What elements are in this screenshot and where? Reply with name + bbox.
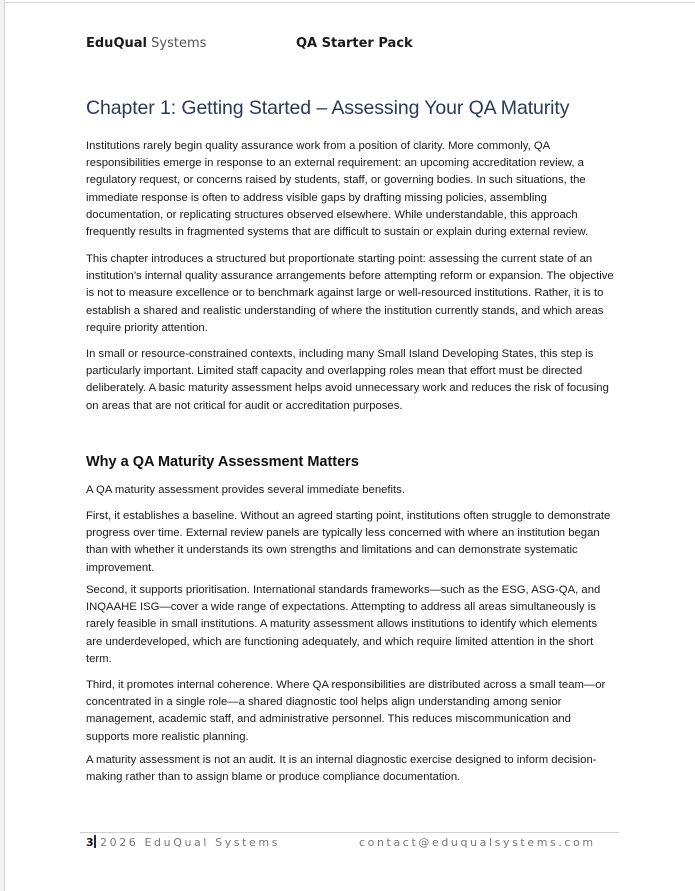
footer-separator-bar [94,835,96,848]
paragraph-text: A maturity assessment is not an audit. It is an internal diagnostic exercise designed to inform decision-making rather than to assign blame or produce compliance documentation. [86,754,597,784]
page-number: 3 [86,836,94,849]
footer-divider [80,832,619,833]
brand-name-light: Systems [151,36,207,51]
page-top-border [4,2,695,3]
chapter-paragraph-2 [86,251,616,337]
document-title: QA Starter Pack [296,36,413,51]
chapter-paragraph-3 [86,346,616,415]
brand-logo [86,36,206,51]
page-header [86,36,586,54]
paragraph-text: First, it establishes a baseline. Without an agreed starting point, institutions often struggle to demonstrate progress over time. External review panels are typically less concerned with where an institution began than with whether it understands its own strengths and limitations and can demonstrate systematic improvement. [86,510,611,574]
paragraph-text: This chapter introduces a structured but proportionate starting point: assessing the current state of an institution’s internal quality assurance arrangements before attempting reform or expansion. The objective is not to measure excellence or to benchmark against large or well-resourced institutions. Rather, it is to establish a shared and realistic understanding of where the institution currently stands, and which areas require priority attention. [86,253,614,334]
section-paragraph-1 [86,482,616,499]
section-paragraph-2 [86,508,616,577]
page-left-margin [0,0,5,891]
section-heading: Why a QA Maturity Assessment Matters [86,454,359,470]
paragraph-text: Second, it supports prioritisation. International standards frameworks—such as the ESG, ASG-QA, and INQAAHE ISG—cover a wide range of expectations. Attempting to address all areas simultaneously is rarely feasible in small institutions. A maturity assessment allows institutions to identify which elements are underdeveloped, which are functioning adequately, and which require limited attention in the short term. [86,584,601,665]
section-paragraph-5 [86,752,616,786]
footer-copyright: 2026 EduQual Systems [100,836,281,849]
chapter-paragraph-1 [86,138,616,241]
paragraph-text: A QA maturity assessment provides several immediate benefits. [86,484,405,496]
paragraph-text: In small or resource-constrained contexts, including many Small Island Developing States, this step is particularly important. Limited staff capacity and overlapping roles mean that effort must be directed deliberately. A basic maturity assessment helps avoid unnecessary work and reduces the risk of focusing on areas that are not critical for audit or accreditation purposes. [86,348,609,412]
section-paragraph-3 [86,582,616,668]
page-footer [86,836,626,852]
section-paragraph-4 [86,677,616,746]
chapter-title: Chapter 1: Getting Started – Assessing Your QA Maturity [86,97,570,119]
paragraph-text: Institutions rarely begin quality assurance work from a position of clarity. More commonly, QA responsibilities emerge in response to an external requirement: an upcoming accreditation review, a regulatory request, or concerns raised by students, staff, or governing bodies. In such situations, the immediate response is often to address visible gaps by drafting missing policies, assembling documentation, or replicating structures observed elsewhere. While understandable, this approach frequently results in fragmented systems that are difficult to sustain or explain during external review. [86,140,589,239]
footer-email: contact@eduqualsystems.com [359,836,596,849]
paragraph-text: Third, it promotes internal coherence. Where QA responsibilities are distributed across a small team—or concentrated in a single role—a shared diagnostic tool helps align understanding among senior management, academic staff, and administrative personnel. This reduces miscommunication and supports more realistic planning. [86,679,606,743]
brand-name-bold: EduQual [86,36,147,51]
